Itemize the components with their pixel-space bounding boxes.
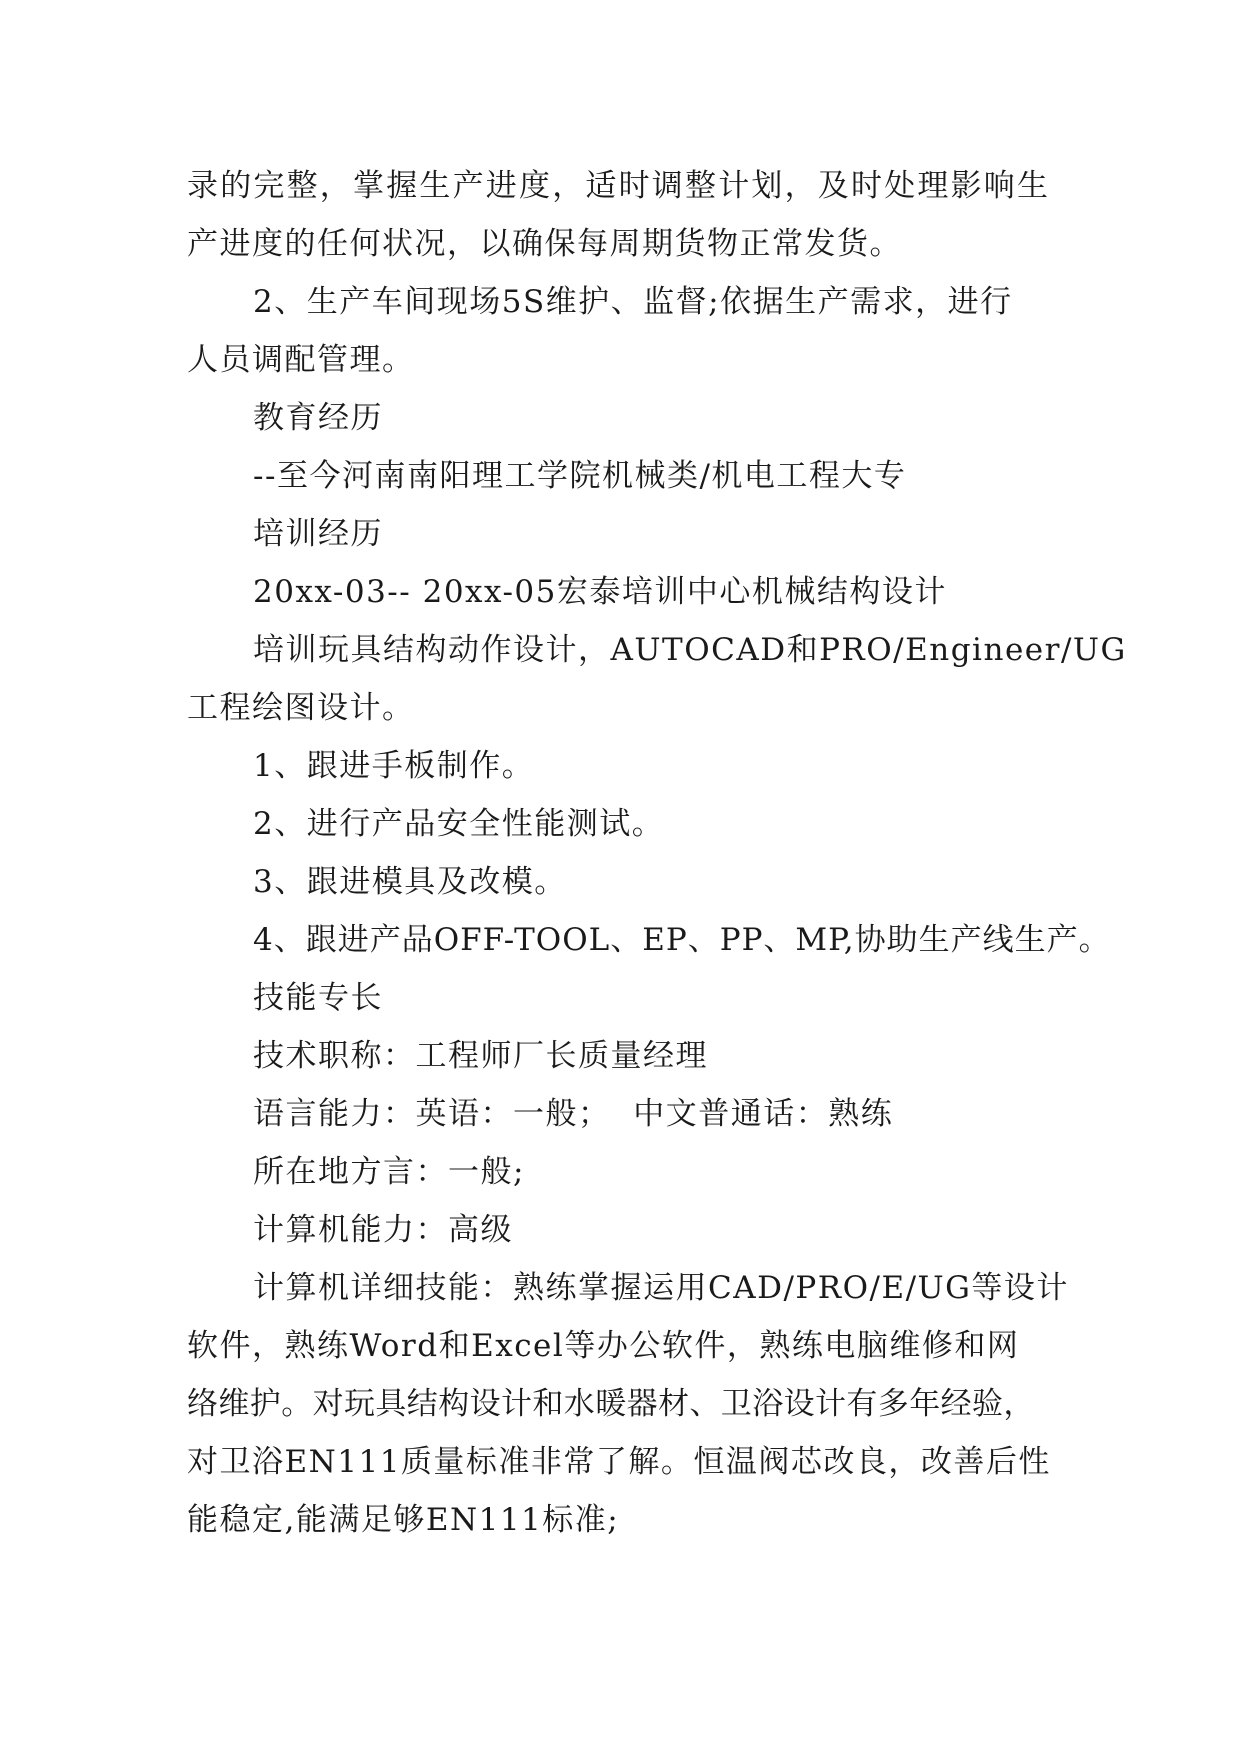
training-description: 培训玩具结构动作设计，AUTOCAD和PRO/Engineer/UG <box>253 632 1127 668</box>
paragraph-line: 人员调配管理。 <box>187 342 415 378</box>
list-item-line: 4、跟进产品OFF-TOOL、EP、PP、MP,协助生产线生产。 <box>253 922 1111 958</box>
paragraph-line: 软件，熟练Word和Excel等办公软件，熟练电脑维修和网 <box>187 1328 1020 1364</box>
paragraph-line: 能稳定,能满足够EN111标准; <box>187 1502 620 1538</box>
list-item-line: 1、跟进手板制作。 <box>253 748 535 784</box>
section-heading-education: 教育经历 <box>253 400 383 436</box>
list-item-line: 2、进行产品安全性能测试。 <box>253 806 665 842</box>
paragraph-line: 产进度的任何状况，以确保每周期货物正常发货。 <box>187 226 902 262</box>
section-heading-training: 培训经历 <box>253 516 383 552</box>
paragraph-line: 录的完整，掌握生产进度，适时调整计划，及时处理影响生 <box>187 168 1051 204</box>
skill-language: 语言能力：英语：一般； 中文普通话：熟练 <box>253 1096 894 1132</box>
paragraph-line: 对卫浴EN111质量标准非常了解。恒温阀芯改良，改善后性 <box>187 1444 1051 1480</box>
education-entry: --至今河南南阳理工学院机械类/机电工程大专 <box>253 458 907 494</box>
paragraph-line: 络维护。对玩具结构设计和水暖器材、卫浴设计有多年经验， <box>187 1386 1035 1422</box>
list-item-line: 3、跟进模具及改模。 <box>253 864 567 900</box>
skill-computer-detail: 计算机详细技能：熟练掌握运用CAD/PRO/E/UG等设计 <box>253 1270 1069 1306</box>
list-item-line: 2、生产车间现场5S维护、监督;依据生产需求，进行 <box>253 284 1013 320</box>
skill-title: 技术职称：工程师厂长质量经理 <box>253 1038 708 1074</box>
skill-computer-level: 计算机能力：高级 <box>253 1212 513 1248</box>
paragraph-line: 工程绘图设计。 <box>187 690 415 726</box>
skill-dialect: 所在地方言：一般; <box>253 1154 525 1190</box>
section-heading-skills: 技能专长 <box>253 980 383 1016</box>
training-entry: 20xx-03-- 20xx-05宏泰培训中心机械结构设计 <box>253 574 947 610</box>
document-body <box>187 157 1127 1549</box>
